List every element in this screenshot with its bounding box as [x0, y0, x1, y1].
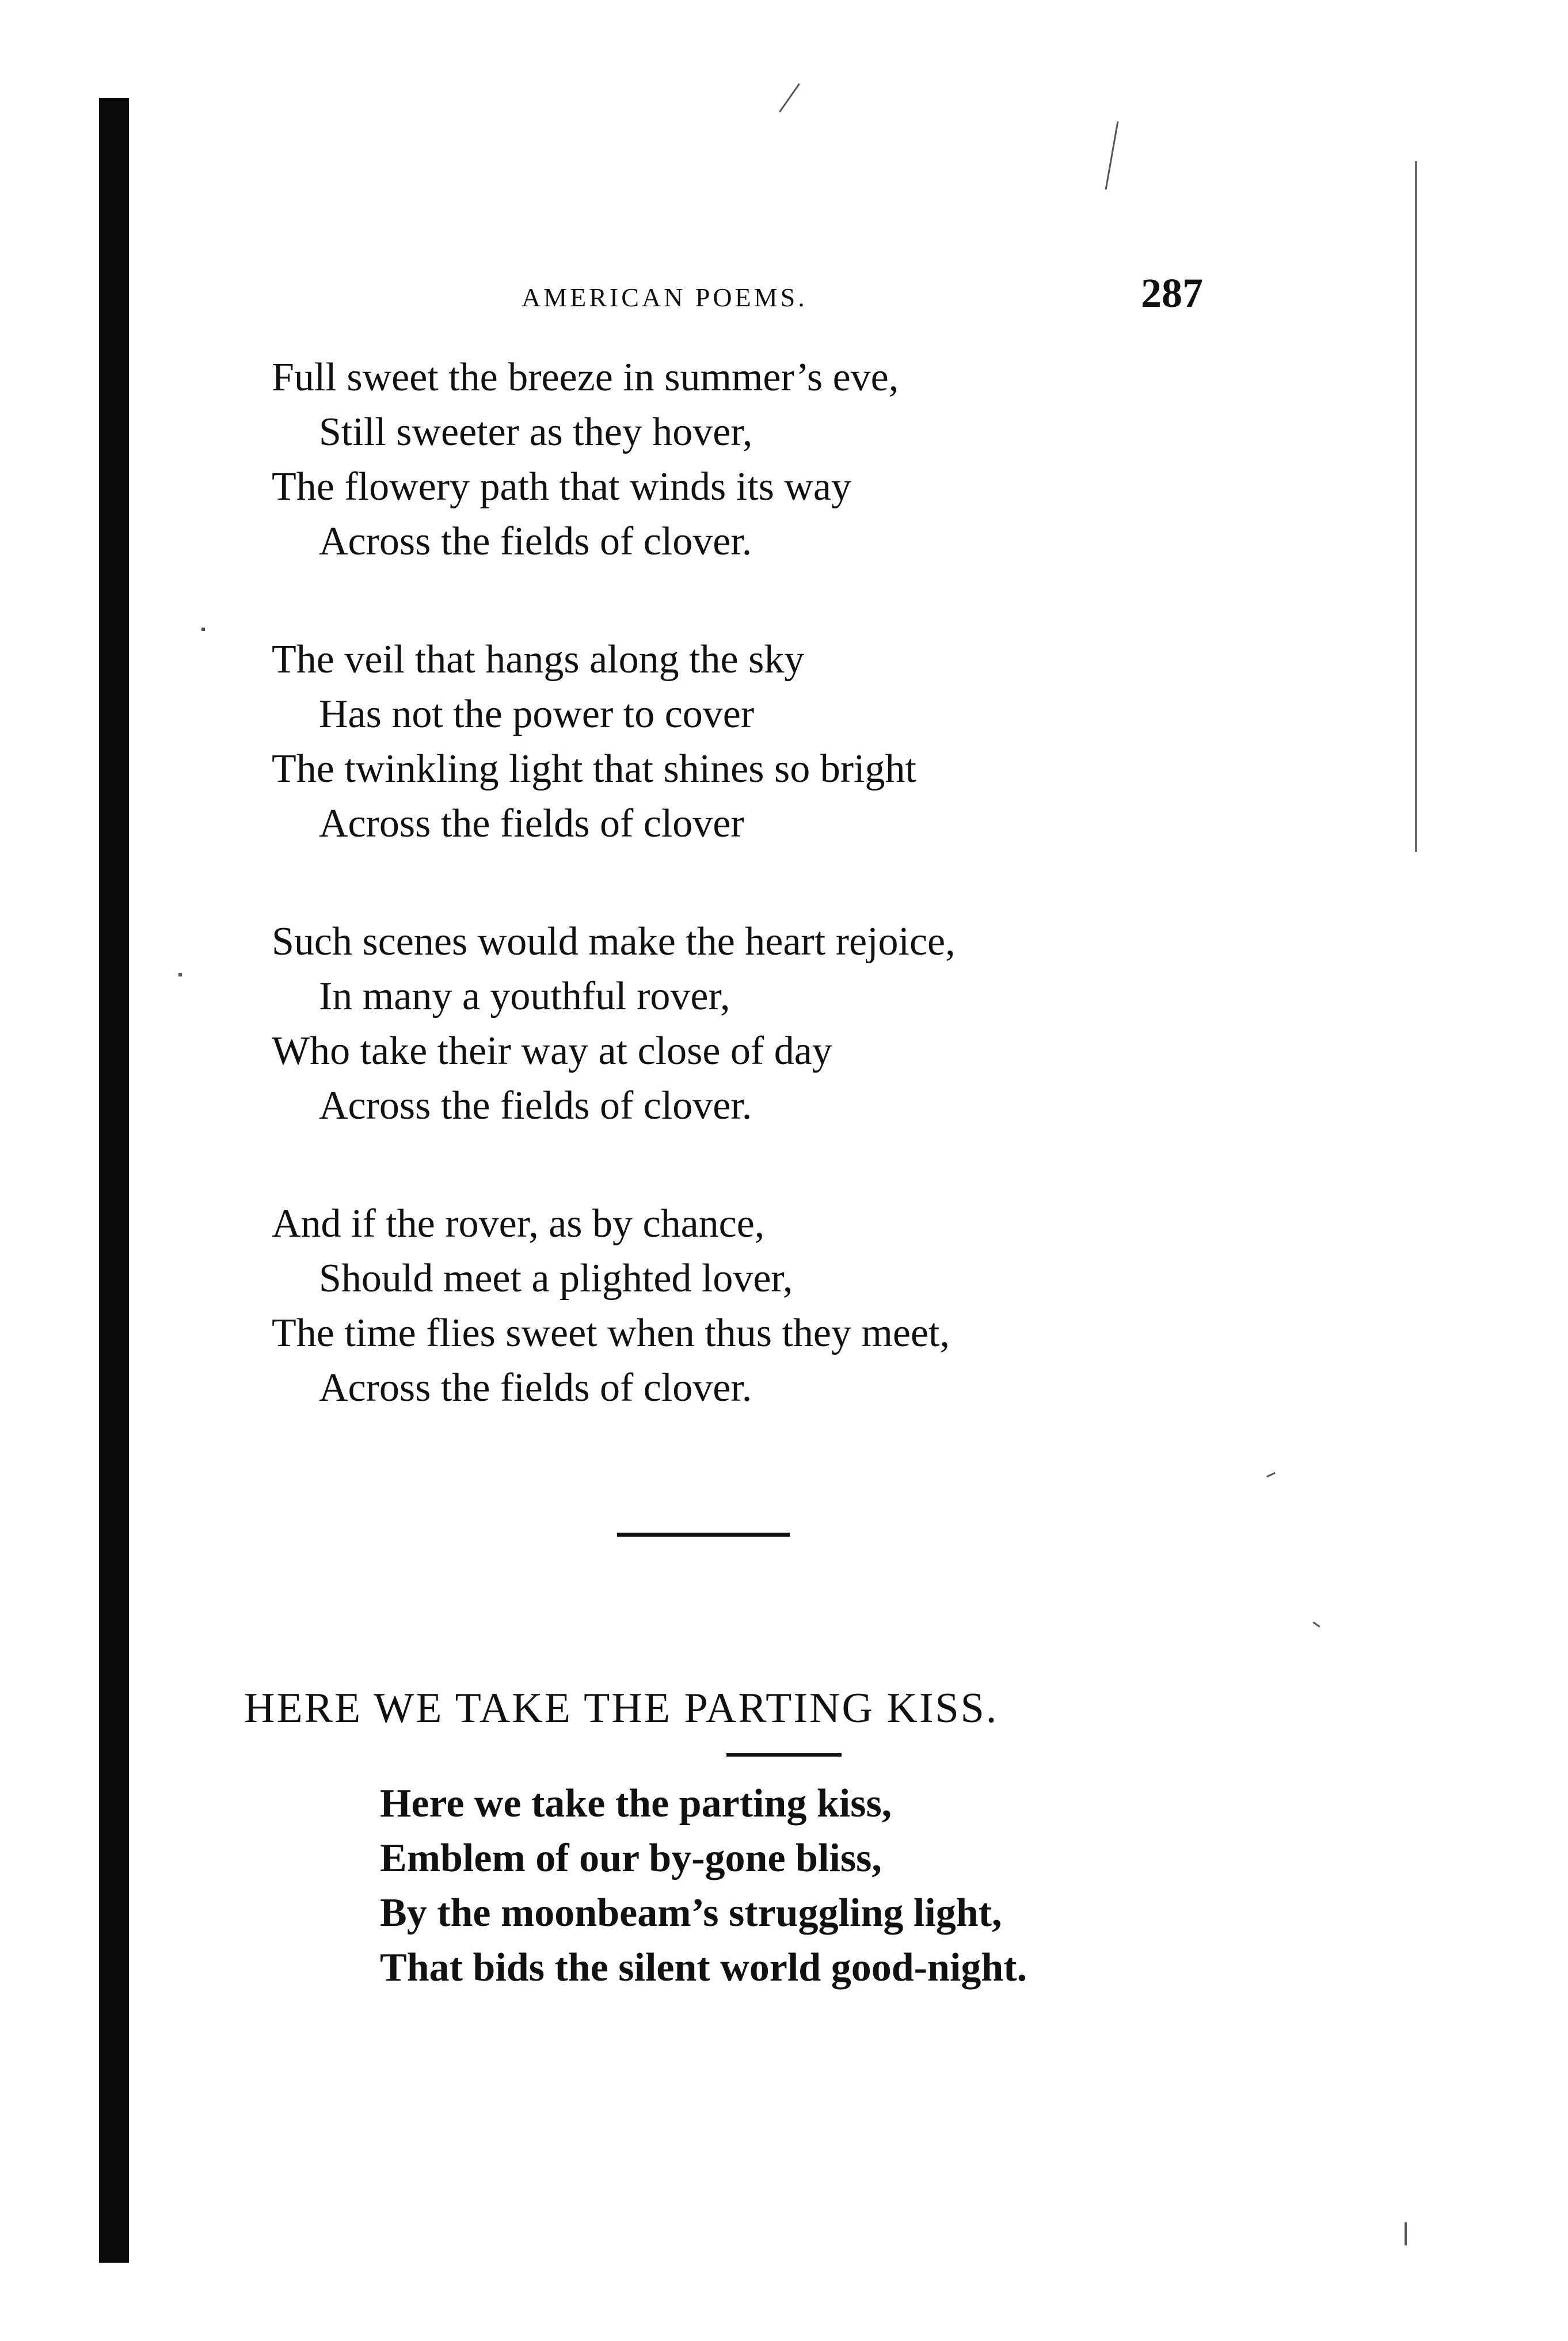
- poem-parting-kiss: [380, 1776, 1358, 1995]
- stanza-3: [272, 914, 1308, 1133]
- verse-line: By the moonbeam’s struggling light,: [380, 1891, 1002, 1935]
- verse-line: Across the fields of clover.: [319, 1084, 752, 1128]
- verse-line: In many a youthful rover,: [319, 974, 730, 1019]
- verse-line: Emblem of our by-gone bliss,: [380, 1836, 882, 1880]
- print-speck: [1105, 121, 1119, 190]
- print-speck: [201, 628, 205, 631]
- verse-line: The time flies sweet when thus they meet,: [272, 1311, 950, 1355]
- stanza-4: [272, 1196, 1308, 1415]
- verse-line: And if the rover, as by chance,: [272, 1202, 765, 1246]
- section-divider-rule: [617, 1533, 790, 1537]
- stanza-2: [272, 632, 1308, 851]
- verse-line: The twinkling light that shines so bright: [272, 747, 916, 791]
- running-head: AMERICAN POEMS.: [522, 283, 808, 312]
- verse-line: Across the fields of clover.: [319, 519, 752, 564]
- print-speck: [1405, 2222, 1407, 2245]
- verse-line: The flowery path that winds its way: [272, 465, 852, 509]
- verse-line: Has not the power to cover: [319, 692, 755, 736]
- verse-line: Across the fields of clover: [319, 801, 744, 846]
- print-speck: [779, 83, 800, 113]
- verse-line: Who take their way at close of day: [272, 1029, 832, 1073]
- poem-clover: [272, 350, 1308, 1479]
- title-underline-rule: [726, 1753, 842, 1757]
- page-number: 287: [1141, 270, 1203, 316]
- verse-line: The veil that hangs along the sky: [272, 637, 805, 682]
- verse-line: Full sweet the breeze in summer’s eve,: [272, 355, 899, 400]
- page-right-edge-mark: [1415, 161, 1417, 852]
- verse-line: That bids the silent world good-night.: [380, 1945, 1027, 1990]
- verse-line: Should meet a plighted lover,: [319, 1256, 793, 1301]
- verse-line: Such scenes would make the heart rejoice,: [272, 919, 956, 964]
- poem-title: HERE WE TAKE THE PARTING KISS.: [244, 1685, 999, 1732]
- verse-line: Still sweeter as they hover,: [319, 410, 753, 454]
- print-speck: [1312, 1621, 1320, 1627]
- stanza-1: [272, 350, 1308, 569]
- print-speck: [178, 973, 182, 976]
- verse-line: Here we take the parting kiss,: [380, 1781, 892, 1826]
- page-binding-edge: [99, 98, 129, 2263]
- verse-line: Across the fields of clover.: [319, 1366, 752, 1410]
